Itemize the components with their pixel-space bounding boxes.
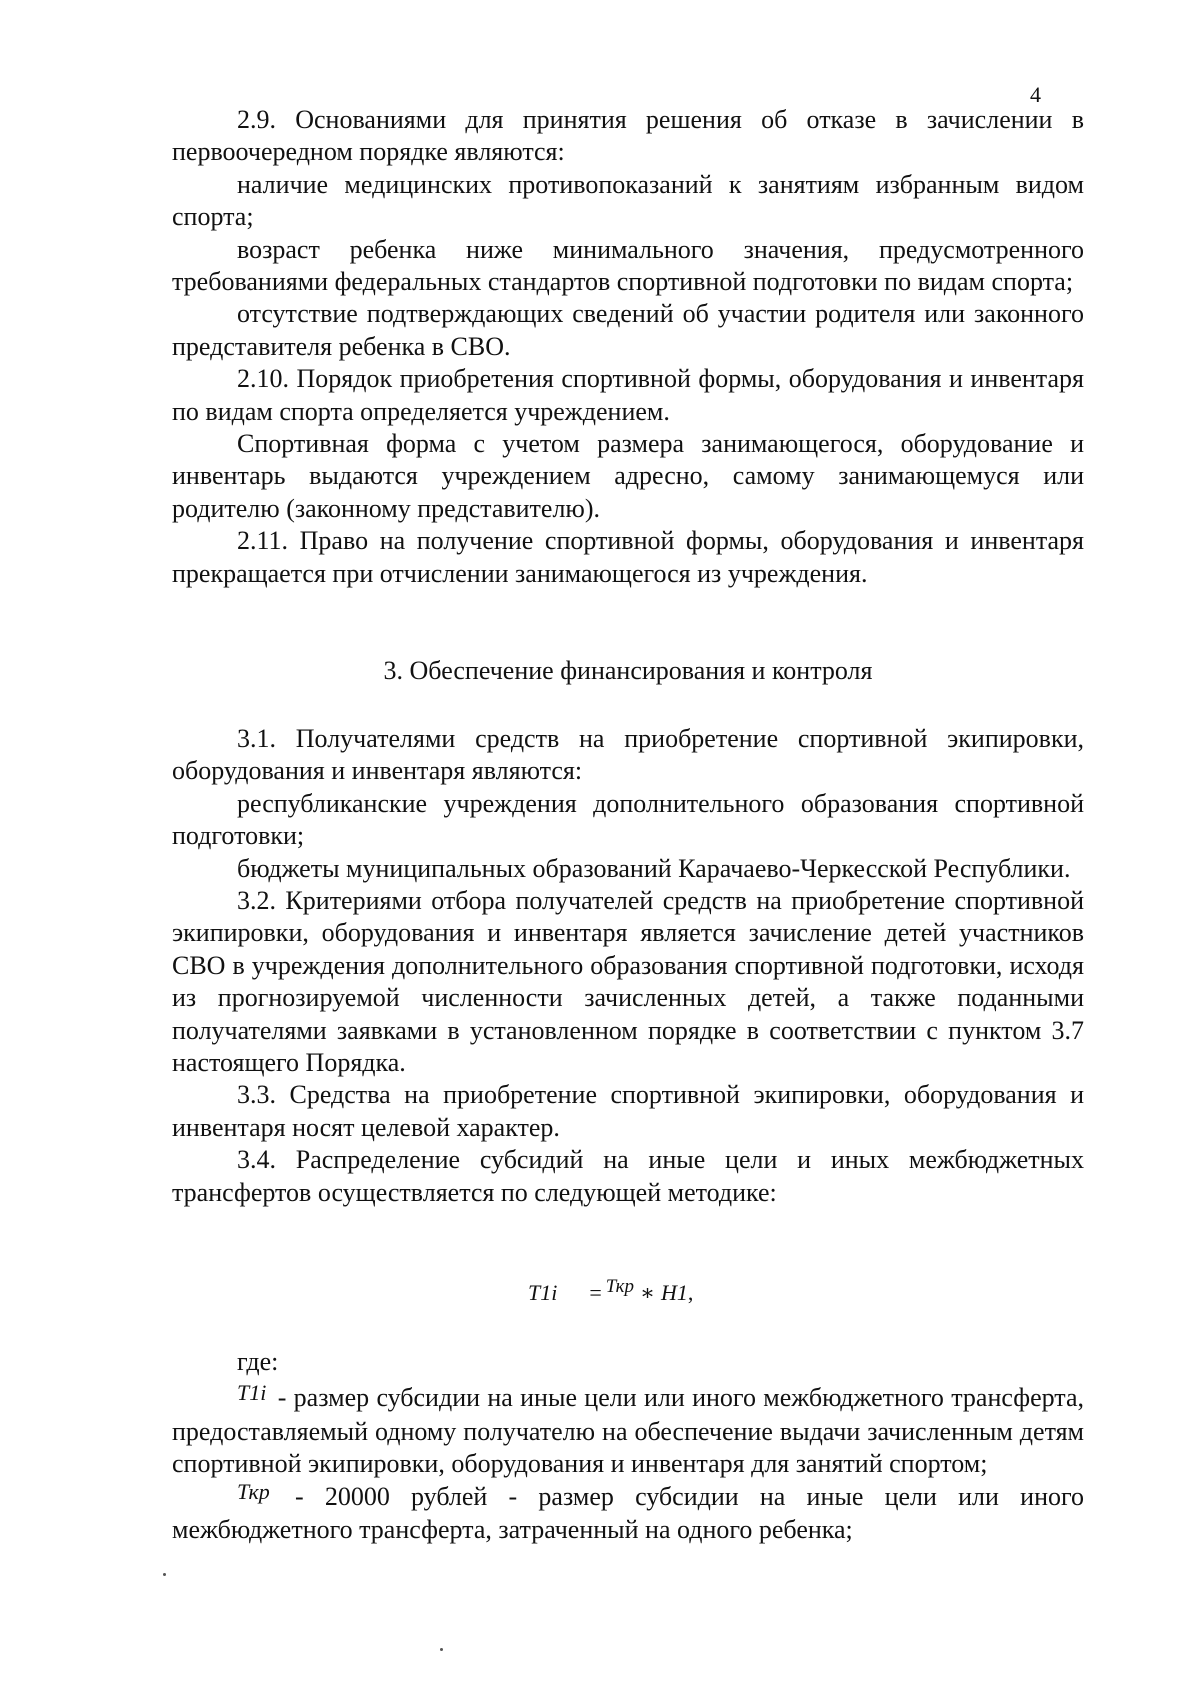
definition-symbol: Т1i <box>237 1380 267 1406</box>
paragraph: возраст ребенка ниже минимального значения, предусмотренного требованиями федеральных стандартов спортивной подготовки по видам спорта; <box>172 234 1084 297</box>
paragraph: бюджеты муниципальных образований Карачаево-Черкесской Республики. <box>237 853 1071 883</box>
where-label: где: <box>237 1347 279 1376</box>
section-3-heading: 3. Обеспечение финансирования и контроля <box>383 656 873 685</box>
definition-item <box>172 1382 1084 1480</box>
paragraph: Спортивная форма с учетом размера занимающегося, оборудование и инвентарь выдаются учреждением адресно, самому занимающемуся или родителю (законному представителю). <box>172 429 1084 523</box>
formula-lhs: Т1i <box>528 1280 558 1305</box>
paragraph: 2.10. Порядок приобретения спортивной формы, оборудования и инвентаря по видам спорта определяется учреждением. <box>172 364 1084 426</box>
scan-speck <box>163 1573 166 1576</box>
paragraph: 2.9. Основаниями для принятия решения об отказе в зачислении в первоочередном порядке являются: <box>172 105 1084 167</box>
formula-rhs-2: Н1 <box>661 1280 688 1305</box>
definition-symbol: Ткр <box>237 1478 270 1504</box>
formula-comma: , <box>687 1280 694 1305</box>
section-2-text <box>172 104 1084 590</box>
page-number: 4 <box>1030 82 1041 107</box>
formula-equals: = <box>589 1280 602 1305</box>
paragraph: 3.3. Средства на приобретение спортивной экипировки, оборудования и инвентаря носят целевой характер. <box>172 1080 1084 1142</box>
paragraph: республиканские учреждения дополнительного образования спортивной подготовки; <box>172 788 1084 851</box>
definitions <box>172 1346 1084 1546</box>
formula <box>528 1276 694 1306</box>
scan-speck <box>440 1648 443 1651</box>
definition-text: - размер субсидии на иные цели или иного межбюджетного трансферта, предоставляемый одному получателю на обеспечение выдачи зачисленным детям спортивной экипировки, оборудования и инвентаря для занятий спортом; <box>172 1383 1084 1479</box>
formula-multiply: ∗ <box>640 1280 656 1305</box>
definition-text: - 20000 рублей - размер субсидии на иные цели или иного межбюджетного трансферта, затраченный на одного ребенка; <box>172 1481 1084 1545</box>
paragraph: 3.4. Распределение субсидий на иные цели и иных межбюджетных трансфертов осуществляется по следующей методике: <box>172 1145 1084 1207</box>
paragraph: наличие медицинских противопоказаний к занятиям избранным видом спорта; <box>172 169 1084 232</box>
paragraph: отсутствие подтверждающих сведений об участии родителя или законного представителя ребенка в СВО. <box>172 299 1084 361</box>
definition-item <box>172 1478 1084 1547</box>
paragraph: 2.11. Право на получение спортивной формы, оборудования и инвентаря прекращается при отчислении занимающегося из учреждения. <box>172 526 1084 588</box>
paragraph: 3.2. Критериями отбора получателей средств на приобретение спортивной экипировки, оборудования и инвентаря является зачисление детей участников СВО в учреждения дополнительного образования спортивной подготовки, исходя из прогнозируемой численности зачисленных детей, а также поданными получателями заявками в установленном порядке в соответствии с пунктом 3.7 настоящего Порядка. <box>172 886 1084 1078</box>
formula-rhs-1: Ткр <box>605 1276 635 1297</box>
section-3-text <box>172 723 1084 1209</box>
paragraph: 3.1. Получателями средств на приобретение спортивной экипировки, оборудования и инвентаря являются: <box>172 724 1084 786</box>
